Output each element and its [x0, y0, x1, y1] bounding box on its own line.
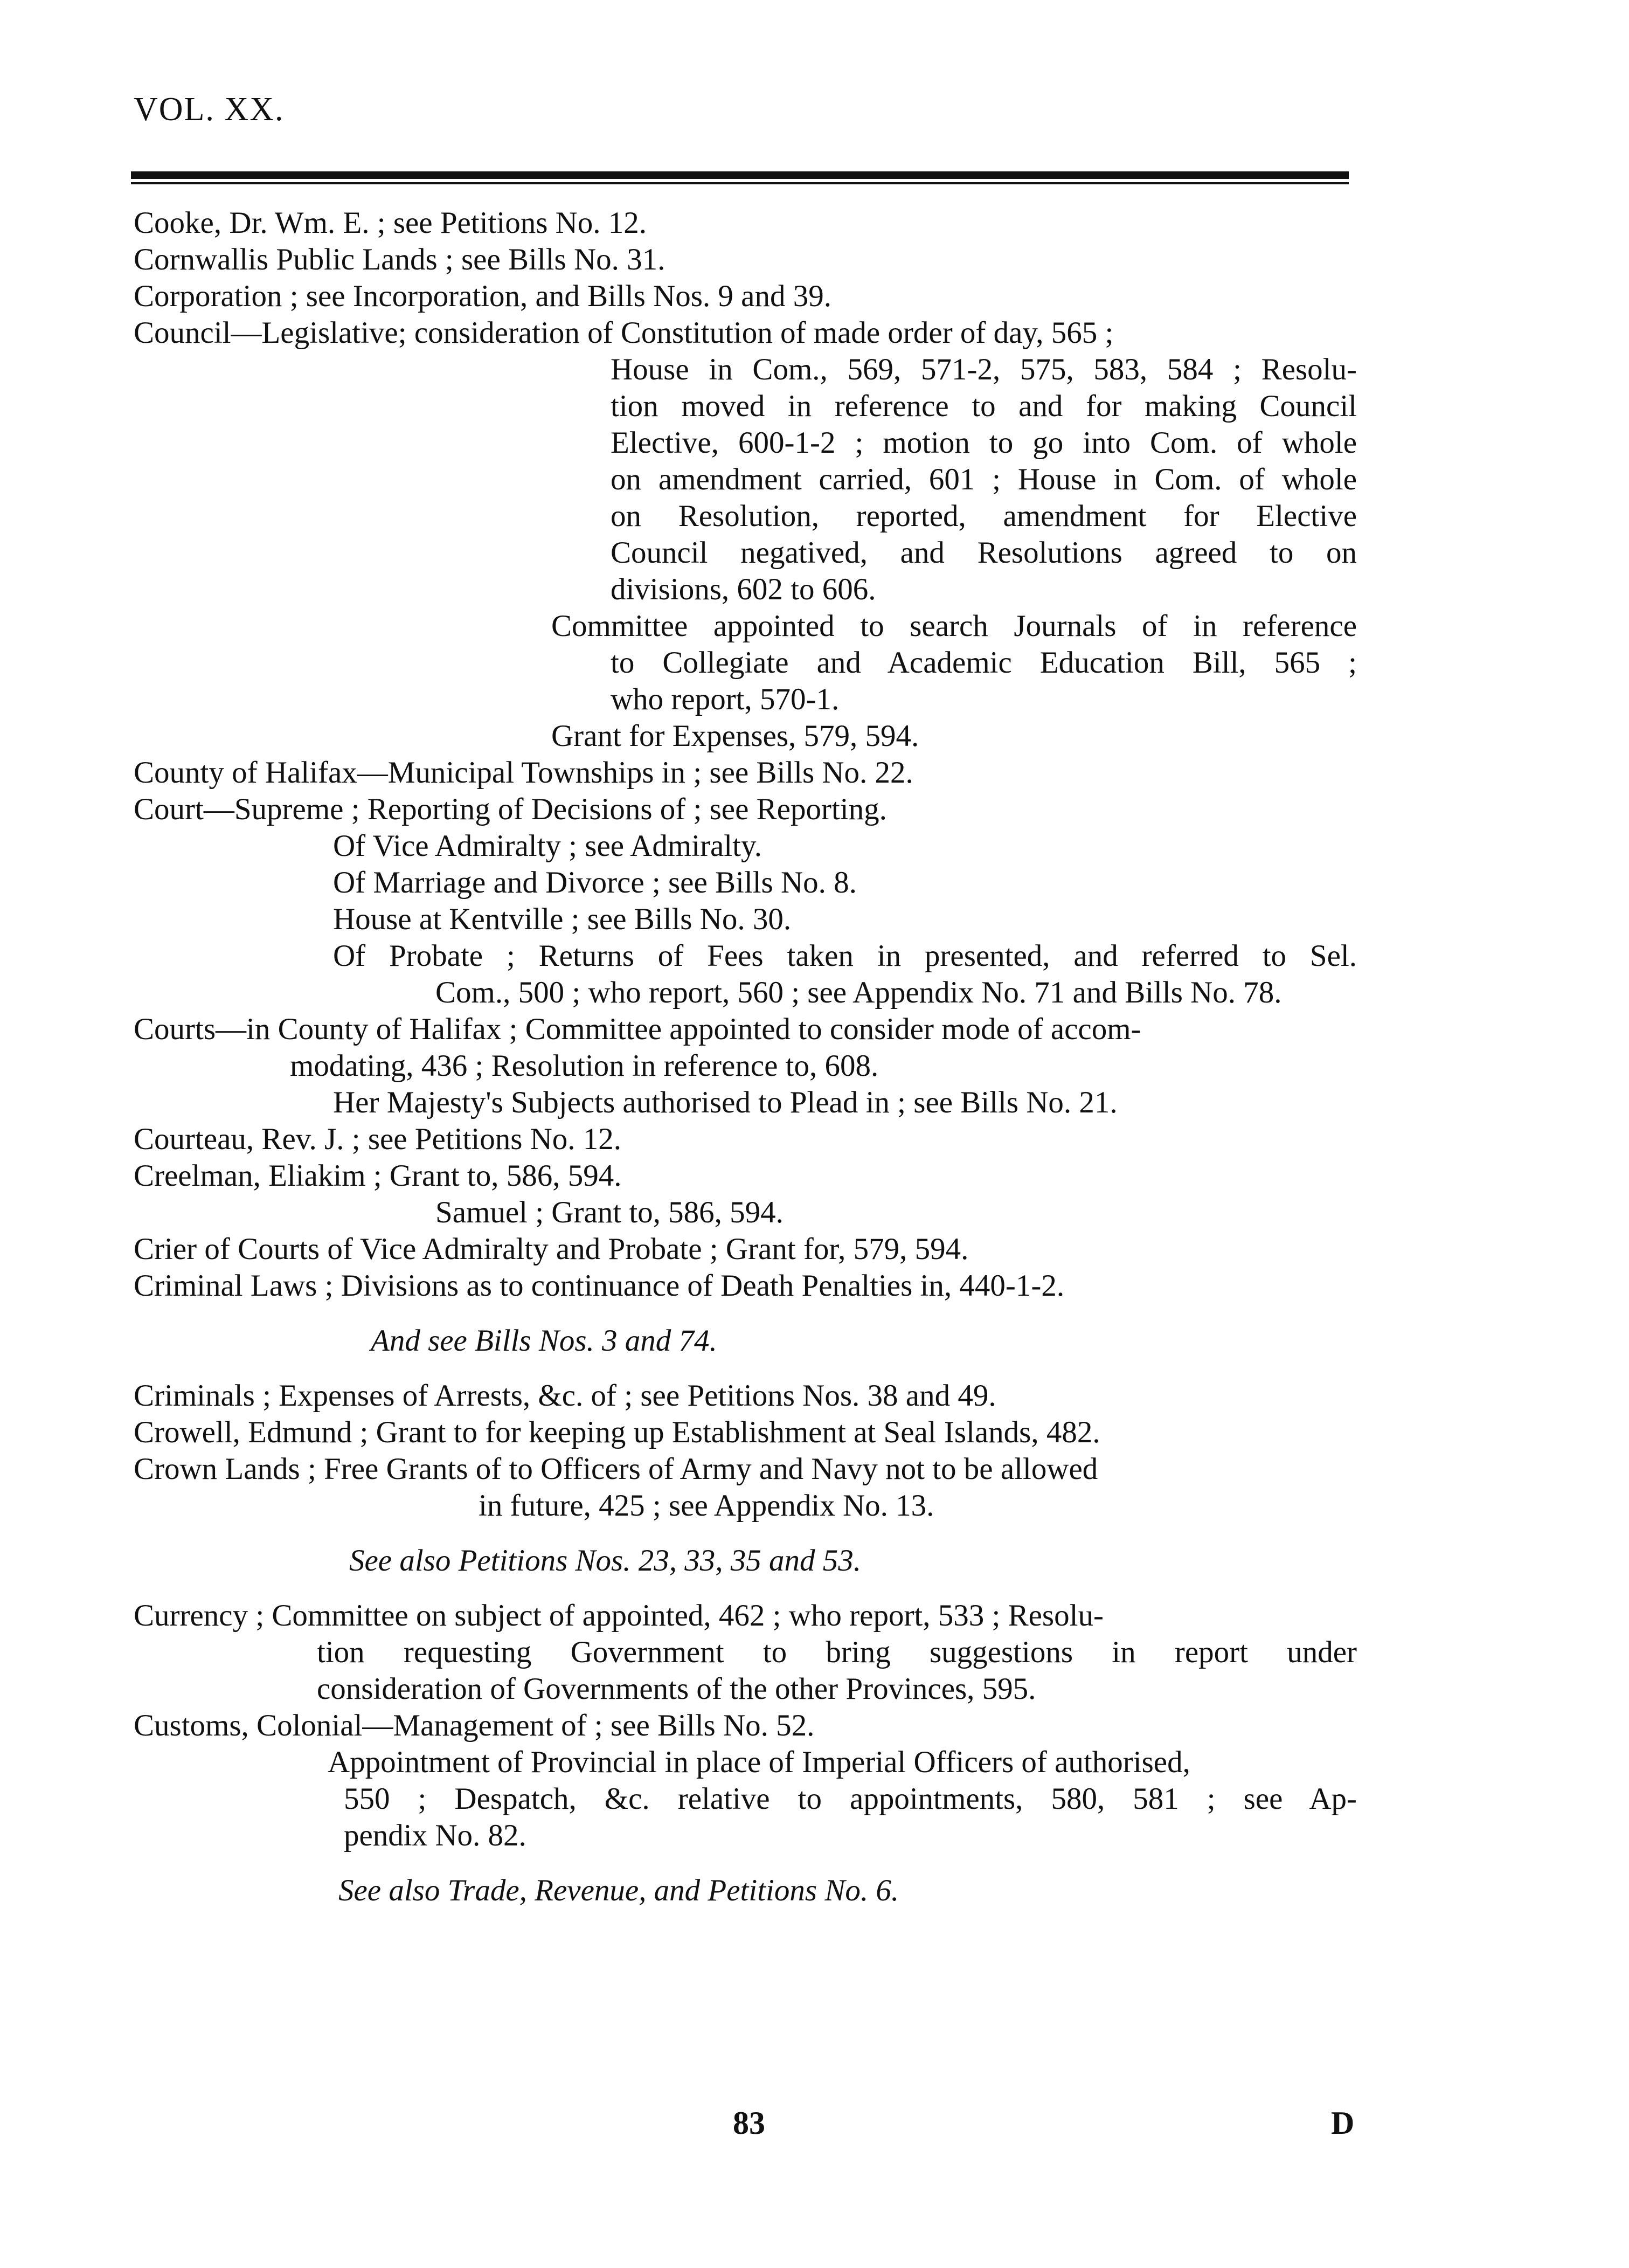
volume-header: VOL. XX.	[134, 91, 285, 128]
entry-line: divisions, 602 to 606.	[611, 572, 876, 606]
entry-line: Samuel ; Grant to, 586, 594.	[435, 1195, 784, 1229]
entry-line: Courteau, Rev. J. ; see Petitions No. 12.	[134, 1122, 622, 1156]
entry-line: Her Majesty's Subjects authorised to Plead in ; see Bills No. 21.	[333, 1085, 1118, 1119]
index-entries	[134, 205, 1357, 1927]
entry-line: Cornwallis Public Lands ; see Bills No. 31.	[134, 243, 666, 276]
entry-line: Elective, 600-1-2 ; motion to go into Com. of whole	[611, 426, 1357, 460]
index-entry-corporation	[134, 278, 1357, 315]
index-entry-criminal-laws	[134, 1268, 1357, 1304]
entry-line: Grant for Expenses, 579, 594.	[551, 719, 919, 753]
index-entry-cooke	[134, 205, 1357, 241]
entry-line: House in Com., 569, 571-2, 575, 583, 584 ; Resolu-	[611, 352, 1357, 386]
header-rule-thick	[131, 171, 1349, 179]
entry-line: Com., 500 ; who report, 560 ; see Appendix No. 71 and Bills No. 78.	[435, 976, 1282, 1009]
entry-line: Appointment of Provincial in place of Imperial Officers of authorised,	[328, 1745, 1190, 1779]
entry-line: Cooke, Dr. Wm. E. ; see Petitions No. 12.	[134, 206, 647, 240]
entry-line: to Collegiate and Academic Education Bill, 565 ;	[611, 646, 1357, 680]
header-rule-thin	[131, 182, 1349, 184]
index-entry-crowell	[134, 1414, 1357, 1451]
entry-line: Council negatived, and Resolutions agreed to on	[611, 536, 1357, 570]
entry-line: Court—Supreme ; Reporting of Decisions of ; see Reporting.	[134, 792, 887, 826]
index-entry-council	[134, 315, 1357, 755]
index-entry-cornwallis	[134, 241, 1357, 278]
entry-line: House at Kentville ; see Bills No. 30.	[333, 902, 792, 936]
see-also-petitions: See also Petitions Nos. 23, 33, 35 and 53.	[349, 1544, 861, 1578]
entry-line: pendix No. 82.	[344, 1818, 526, 1852]
index-entry-criminals	[134, 1378, 1357, 1414]
index-entry-courteau	[134, 1121, 1357, 1158]
see-also-bills: And see Bills Nos. 3 and 74.	[371, 1324, 717, 1358]
entry-line: tion requesting Government to bring suggestions in report under	[317, 1635, 1357, 1669]
entry-line: Criminal Laws ; Divisions as to continuance of Death Penalties in, 440-1-2.	[134, 1269, 1065, 1303]
index-entry-crier	[134, 1231, 1357, 1268]
page-number: 83	[733, 2105, 765, 2141]
entry-line: Criminals ; Expenses of Arrests, &c. of ; see Petitions Nos. 38 and 49.	[134, 1379, 996, 1413]
index-entry-creelman	[134, 1158, 1357, 1231]
signature-mark: D	[1331, 2105, 1355, 2141]
entry-line: Of Vice Admiralty ; see Admiralty.	[333, 829, 762, 863]
entry-line: Crowell, Edmund ; Grant to for keeping up Establishment at Seal Islands, 482.	[134, 1415, 1100, 1449]
entry-line: County of Halifax—Municipal Townships in ; see Bills No. 22.	[134, 756, 913, 790]
see-also-trade: See also Trade, Revenue, and Petitions No. 6.	[338, 1873, 899, 1907]
entry-line: Of Probate ; Returns of Fees taken in presented, and referred to Sel.	[333, 939, 1357, 973]
entry-line: Of Marriage and Divorce ; see Bills No. 8.	[333, 866, 857, 900]
index-entry-courts	[134, 1011, 1357, 1121]
entry-line: Crown Lands ; Free Grants of to Officers of Army and Navy not to be allowed	[134, 1452, 1098, 1486]
index-entry-court	[134, 791, 1357, 1011]
entry-line: Creelman, Eliakim ; Grant to, 586, 594.	[134, 1159, 622, 1193]
index-entry-county-halifax	[134, 755, 1357, 791]
index-entry-currency	[134, 1598, 1357, 1707]
index-entry-customs	[134, 1707, 1357, 1854]
entry-line: who report, 570-1.	[611, 682, 840, 716]
entry-line: in future, 425 ; see Appendix No. 13.	[479, 1489, 934, 1523]
entry-line: consideration of Governments of the other Provinces, 595.	[317, 1672, 1036, 1706]
index-entry-crown-lands	[134, 1451, 1357, 1524]
entry-line: Customs, Colonial—Management of ; see Bills No. 52.	[134, 1709, 815, 1743]
entry-line: on amendment carried, 601 ; House in Com. of whole	[611, 462, 1357, 496]
entry-line: Courts—in County of Halifax ; Committee appointed to consider mode of accom-	[134, 1012, 1141, 1046]
entry-line: 550 ; Despatch, &c. relative to appointments, 580, 581 ; see Ap-	[344, 1782, 1357, 1816]
entry-line: Crier of Courts of Vice Admiralty and Probate ; Grant for, 579, 594.	[134, 1232, 969, 1266]
entry-line: tion moved in reference to and for making Council	[611, 389, 1357, 423]
entry-line: modating, 436 ; Resolution in reference to, 608.	[290, 1049, 879, 1083]
entry-line: Corporation ; see Incorporation, and Bills Nos. 9 and 39.	[134, 279, 831, 313]
entry-line: Currency ; Committee on subject of appointed, 462 ; who report, 533 ; Resolu-	[134, 1599, 1104, 1633]
entry-line: Committee appointed to search Journals of in reference	[551, 609, 1357, 643]
entry-line: on Resolution, reported, amendment for Elective	[611, 499, 1357, 533]
entry-line: Council—Legislative; consideration of Constitution of made order of day, 565 ;	[134, 316, 1114, 350]
